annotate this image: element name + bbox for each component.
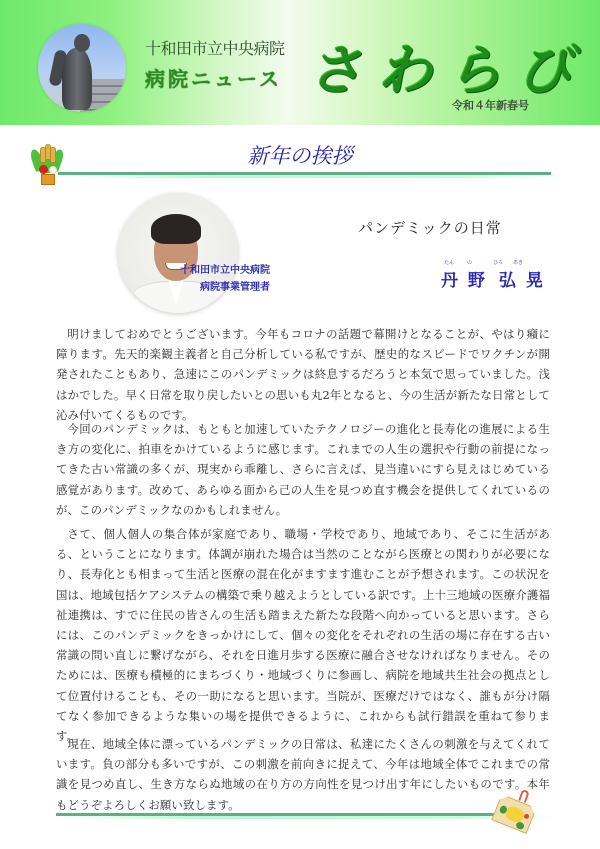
statue-photo	[38, 24, 126, 112]
sun-icon	[523, 813, 530, 820]
ruby-hiro: ひろ	[493, 260, 504, 266]
issue-label: 令和４年新春号	[452, 99, 529, 112]
newsletter-title: さわらび	[308, 38, 588, 102]
author-family-name: 丹 野	[441, 271, 487, 291]
ruby-no: の	[467, 260, 473, 266]
pine-icon-2	[515, 821, 525, 830]
footer-rule	[56, 813, 504, 816]
section-rule	[58, 172, 551, 175]
author-affiliation	[180, 262, 270, 296]
paragraph-4-text: 現在、地域全体に漂っているパンデミックの日常は、私達にたくさんの刺激を与えてくれています。負の部分も多いですが、この刺激を前向きに捉えて、今年は地域全体でこれまでの常識を見つめ直し、生き方ならぬ地域の在り方の方向性を見つけ出す年にしたいものです。本年もどうぞよろしくお願い致します。	[56, 737, 550, 812]
news-label: 病院ニュース	[145, 67, 282, 91]
author-given-name: 弘 晃	[498, 271, 545, 291]
paragraph-1	[56, 324, 550, 425]
header-banner	[0, 0, 600, 125]
section-title: 新年の挨拶	[247, 144, 353, 168]
article-title: パンデミックの日常	[358, 219, 502, 237]
affiliation-position: 病院事業管理者	[200, 282, 270, 293]
paragraph-4	[56, 734, 550, 815]
ruby-tan: たん	[444, 260, 455, 266]
statue-head-shape	[74, 34, 90, 52]
paragraph-3	[56, 524, 550, 746]
ruby-aki: あき	[513, 260, 524, 266]
hospital-name: 十和田市立中央病院	[145, 39, 285, 58]
paragraph-2-text: 今回のパンデミックは、もともと加速していたテクノロジーの進化と長寿化の進展による生き方の変化に、拍車をかけているように感じます。これまでの人生の選択や行動の前提になってきた古い常識の多くが、現実から乖離し、さらに言えば、見当違いにすら見えはじめている感覚があります。改めて、あらゆる面から己の人生を見つめ直す機会を提供してくれているのが、このパンデミックなのかもしれません。	[56, 422, 550, 517]
statue-body-shape	[62, 48, 92, 110]
hair-shape	[151, 214, 201, 244]
paragraph-2	[56, 419, 550, 520]
tiger-icon	[504, 805, 526, 825]
author-name	[441, 266, 545, 291]
paragraph-3-text: さて、個人個人の集合体が家庭であり、職場・学校であり、地域であり、そこに生活がある、ということになります。体調が崩れた場合は当然のことながら医療との関わりが必要になり、長寿化とも相まって生活と医療の混在化がますます進むことが予想されます。この状況を国は、地域包括ケアシステムの構築で乗り越えようとしている訳です。上十三地域の医療介護福祉連携は、すでに住民の皆さんの生活も踏まえた新たな段階へ向かっていると思います。さらには、このパンデミックをきっかけにして、個々の変化をそれぞれの生活の場に存在する古い常識の問い直しに繋げながら、それを日進月歩する医療に融合させなければなりません。そのためには、医療も積極的にまちづくり・地域づくりに参画し、病院を地域共生社会の拠点として位置付けることも、その一助になると思います。当院が、医療だけではなく、誰もが分け隔てなく参加できるような集いの場を提供できるように、これからも試行錯誤を重ねて参ります。	[56, 527, 550, 744]
paragraph-1-text: 明けましておめでとうございます。今年もコロナの話題で幕開けとなることが、やはり癪に障ります。先天的楽観主義者と自己分析している私ですが、歴史的なスピードでワクチンが開発されたこともあり、急速にこのパンデミックは終息するだろうと本気で思っていました。浅はかでした。早く日常を取り戻したいとの思いも丸2年となると、今の生活が新たな日常として沁み付いてくるものです。	[56, 327, 550, 422]
kadomatsu-base	[41, 174, 55, 185]
affiliation-hospital: 十和田市立中央病院	[180, 265, 270, 276]
